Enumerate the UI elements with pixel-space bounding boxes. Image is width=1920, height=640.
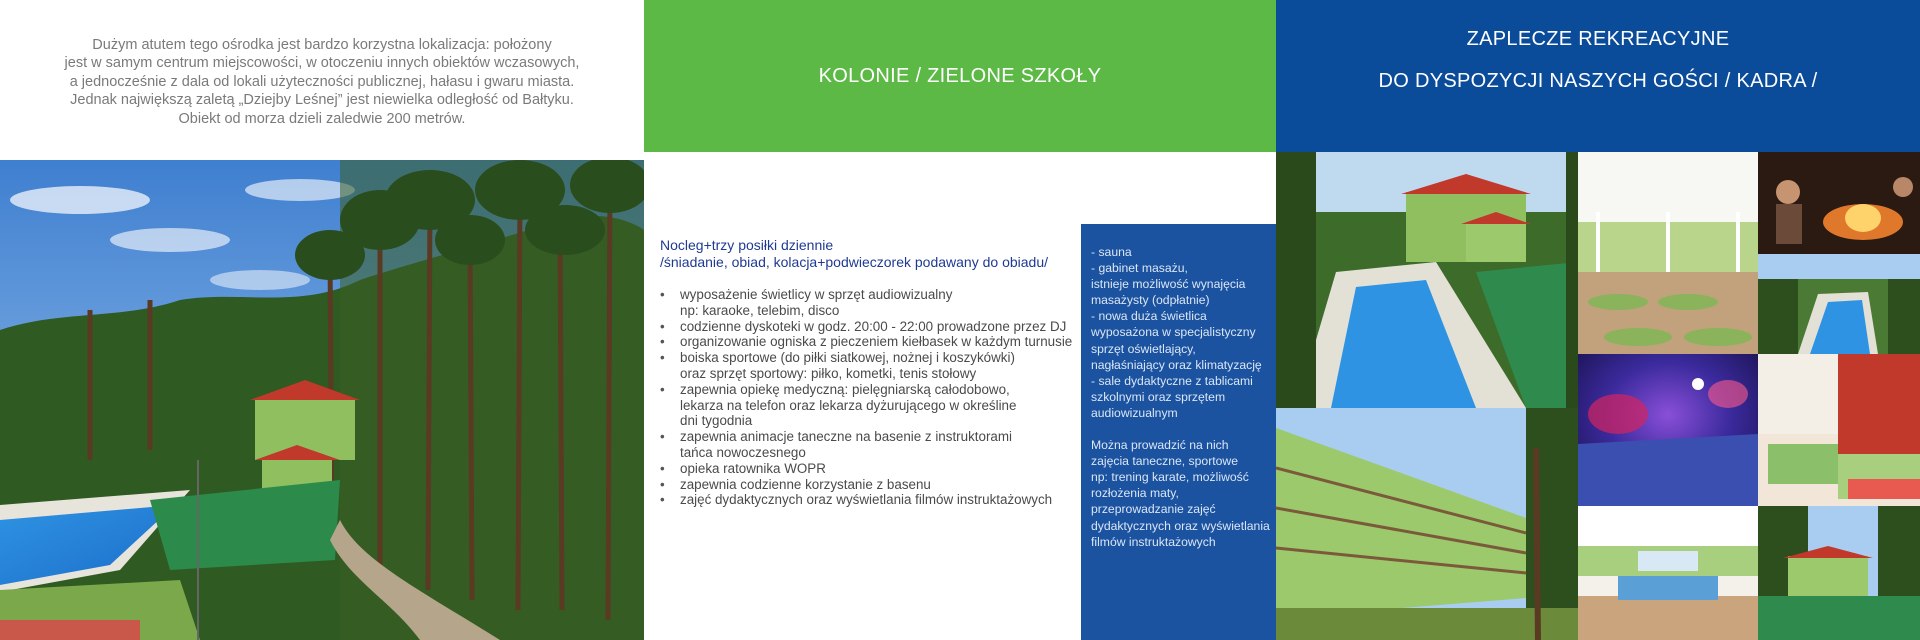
list-item-text: tańca nowoczesnego [680, 444, 806, 460]
list-item-text: • boiska sportowe (do piłki siatkowej, nożnej i koszykówki) [680, 350, 1015, 366]
activity-line: filmów instruktażowych [1091, 534, 1216, 549]
amenities-list [656, 287, 1076, 508]
intro-line: Jednak największą zaletą „Dziejby Leśnej” jest niewielka odległość od Bałtyku. [70, 92, 574, 109]
facility-line: istnieje możliwość wynajęcia [1091, 277, 1246, 292]
list-item [656, 287, 1076, 319]
intro-line: Dużym atutem tego ośrodka jest bardzo korzystna lokalizacja: położony [92, 37, 552, 53]
activity-line: przeprowadzanie zajęć [1091, 502, 1216, 517]
meals-line: Nocleg+trzy posiłki dziennie [660, 237, 834, 253]
activity-line: np: trening karate, możliwość [1091, 470, 1249, 485]
intro-line: a jednocześnie z dala od lokali użyteczności publicznej, hałasu i gwaru miasta. [69, 73, 575, 90]
activity-line: Można prowadzić na nich [1091, 438, 1229, 453]
pool-photo [1276, 152, 1578, 408]
intro-line: jest w samym centrum miejscowości, w otoczeniu innych obiektów wczasowych, [64, 55, 580, 72]
list-item-text: • zapewnia opiekę medyczną: pielęgniarską całodobowo, [680, 381, 1010, 397]
list-item-text: • opieka ratownika WOPR [680, 460, 826, 476]
classroom-photo [1578, 506, 1758, 640]
spacer [1091, 421, 1268, 437]
left-panel [0, 0, 644, 640]
resort-aerial-photo [0, 160, 644, 640]
sports-field-photo [1758, 506, 1920, 640]
list-item [656, 350, 1076, 382]
list-item [656, 429, 1076, 461]
list-item [656, 334, 1076, 350]
disco-hall-photo [1578, 354, 1758, 506]
facility-line: audiowizualnym [1091, 405, 1178, 420]
facility-line: - nowa duża świetlica [1091, 309, 1207, 324]
facility-line: masażysty (odpłatnie) [1091, 293, 1210, 308]
facility-line: nagłaśniający oraz klimatyzację [1091, 357, 1262, 372]
list-item [656, 477, 1076, 493]
activity-line: dydaktycznych oraz wyświetlania [1091, 518, 1270, 533]
facility-line: szkolnymi oraz sprzętem [1091, 389, 1226, 404]
right-panel [1276, 0, 1920, 640]
facility-line: - sale dydaktyczne z tablicami [1091, 373, 1253, 388]
photo-gallery [1276, 152, 1920, 640]
list-item-text: lekarza na telefon oraz lekarza dyżurującego w określine [680, 397, 1017, 413]
middle-panel [644, 0, 1276, 640]
intro-line: Obiekt od morza dzieli zaledwie 200 metrów. [178, 110, 466, 127]
recreation-subtitle: DO DYSPOZYCJI NASZYCH GOŚCI / KADRA / [1378, 70, 1818, 92]
bonfire-photo [1758, 152, 1920, 254]
activity-line: zajęcia taneczne, sportowe [1091, 454, 1239, 469]
list-item [656, 319, 1076, 335]
pool-side-photo [1758, 254, 1920, 354]
recreation-title: ZAPLECZE REKREACYJNE [1466, 28, 1730, 50]
list-item-text: • organizowanie ogniska z pieczeniem kiełbasek w każdym turnusie [680, 334, 1073, 350]
intro-text [0, 36, 644, 128]
list-item-text: • zajęć dydaktycznych oraz wyświetlania filmów instruktażowych [680, 492, 1053, 508]
list-item [656, 492, 1076, 508]
list-item-text: • codzienne dyskoteki w godz. 20:00 - 22:00 prowadzone przez DJ [680, 318, 1067, 334]
list-item-text: oraz sprzęt sportowy: piłko, kometki, tenis stołowy [680, 365, 977, 381]
facility-line: - sauna [1091, 245, 1132, 259]
facility-line: sprzęt oświetlający, [1091, 341, 1196, 356]
recreation-header [1276, 0, 1920, 152]
camps-title: KOLONIE / ZIELONE SZKOŁY [818, 64, 1102, 87]
list-item [656, 382, 1076, 429]
list-item [656, 461, 1076, 477]
bedroom-photo [1758, 354, 1920, 506]
dining-hall-photo [1578, 152, 1758, 354]
list-item-text: • wyposażenie świetlicy w sprzęt audiowizualny [680, 287, 953, 302]
list-item-text: • zapewnia codzienne korzystanie z basenu [680, 476, 931, 492]
meals-detail-line: /śniadanie, obiad, kolacja+podwieczorek podawany do obiadu/ [660, 254, 1048, 270]
facility-line: wyposażona w specjalistyczny [1091, 325, 1256, 340]
activity-line: rozłożenia maty, [1091, 486, 1179, 501]
facilities-box [1081, 224, 1276, 640]
camps-header [644, 0, 1276, 152]
list-item-text: np: karaoke, telebim, disco [680, 302, 840, 318]
list-item-text: • zapewnia animacje taneczne na basenie z instruktorami [680, 429, 1012, 445]
facility-line: - gabinet masażu, [1091, 261, 1188, 276]
list-item-text: dni tygodnia [680, 413, 753, 429]
building-photo [1276, 408, 1578, 640]
